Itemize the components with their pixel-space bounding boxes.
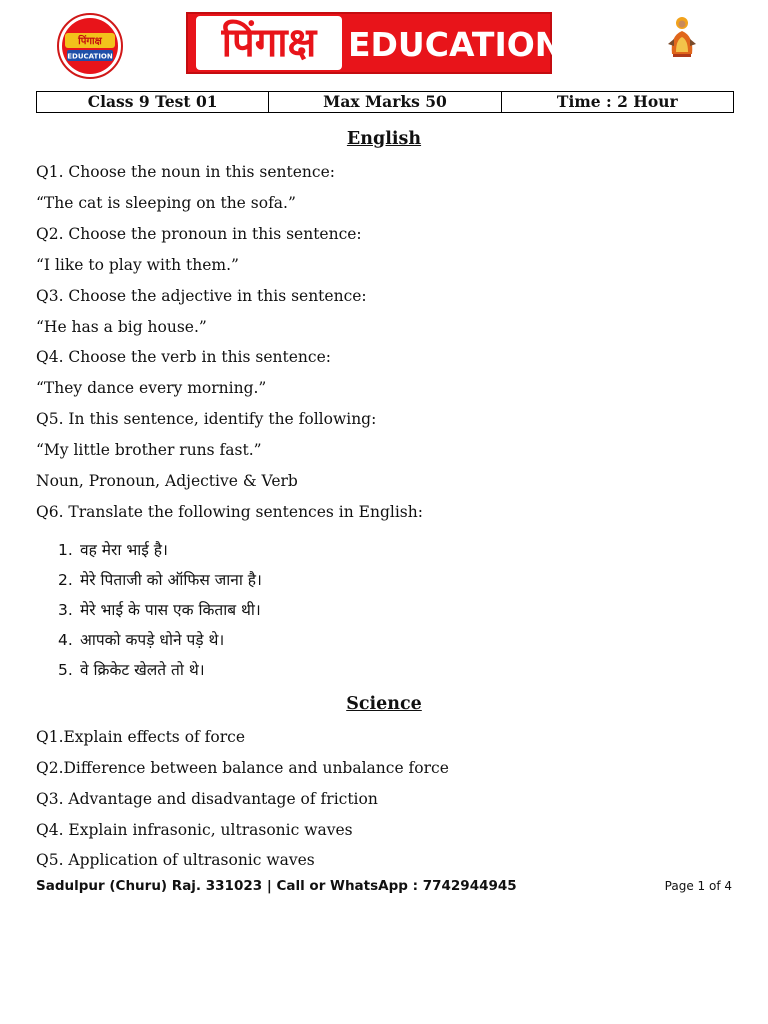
translation-text: वह मेरा भाई है।: [80, 541, 168, 559]
translation-number: 5.: [58, 661, 73, 679]
page-number: Page 1 of 4: [664, 879, 732, 893]
question-line: Q6. Translate the following sentences in English:: [36, 503, 423, 521]
banner-english-title: EDUCATION: [348, 25, 563, 64]
question-line: Q2. Choose the pronoun in this sentence:: [36, 225, 362, 243]
deity-emblem-icon: [664, 14, 700, 60]
question-line: Q1.Explain effects of force: [36, 728, 246, 746]
translation-number: 2.: [58, 571, 73, 589]
max-marks-cell: Max Marks 50: [269, 92, 501, 112]
question-line: Q4. Choose the verb in this sentence:: [36, 348, 331, 366]
translation-item: [58, 598, 261, 620]
question-line: “He has a big house.”: [36, 318, 207, 336]
question-line: “My little brother runs fast.”: [36, 441, 262, 459]
question-line: Noun, Pronoun, Adjective & Verb: [36, 472, 298, 490]
question-line: Q2.Difference between balance and unbalance force: [36, 759, 449, 777]
question-line: “I like to play with them.”: [36, 256, 239, 274]
translation-item: [58, 538, 168, 560]
pingaksh-logo-left: [57, 13, 123, 79]
translation-text: मेरे भाई के पास एक किताब थी।: [80, 601, 261, 619]
footer-address-contact: Sadulpur (Churu) Raj. 331023 | Call or WhatsApp : 7742944945: [36, 878, 517, 894]
question-line: Q3. Advantage and disadvantage of friction: [36, 790, 378, 808]
translation-item: [58, 568, 262, 590]
banner-hindi-title: पिंगाक्ष: [196, 16, 342, 70]
translation-item: [58, 658, 205, 680]
translation-text: आपको कपड़े धोने पड़े थे।: [80, 631, 225, 649]
translation-item: [58, 628, 224, 650]
test-info-table: [36, 91, 734, 113]
science-heading: Science: [346, 694, 422, 714]
translation-number: 1.: [58, 541, 73, 559]
question-line: “They dance every morning.”: [36, 379, 267, 397]
class-test-cell: Class 9 Test 01: [37, 92, 269, 112]
logo-left-english-text: EDUCATION: [67, 52, 113, 61]
question-line: Q1. Choose the noun in this sentence:: [36, 163, 335, 181]
question-line: Q4. Explain infrasonic, ultrasonic waves: [36, 821, 353, 839]
translation-text: वे क्रिकेट खेलते तो थे।: [80, 661, 205, 679]
translation-number: 3.: [58, 601, 73, 619]
logo-left-hindi-text: पिंगाक्ष: [78, 36, 102, 47]
question-line: Q5. In this sentence, identify the following:: [36, 410, 377, 428]
education-banner: [186, 12, 563, 74]
question-line: Q3. Choose the adjective in this sentence:: [36, 287, 367, 305]
question-line: “The cat is sleeping on the sofa.”: [36, 194, 296, 212]
question-line: Q5. Application of ultrasonic waves: [36, 851, 315, 869]
time-cell: Time : 2 Hour: [556, 92, 678, 111]
translation-text: मेरे पिताजी को ऑफिस जाना है।: [80, 571, 262, 589]
translation-number: 4.: [58, 631, 73, 649]
english-heading: English: [346, 129, 422, 149]
